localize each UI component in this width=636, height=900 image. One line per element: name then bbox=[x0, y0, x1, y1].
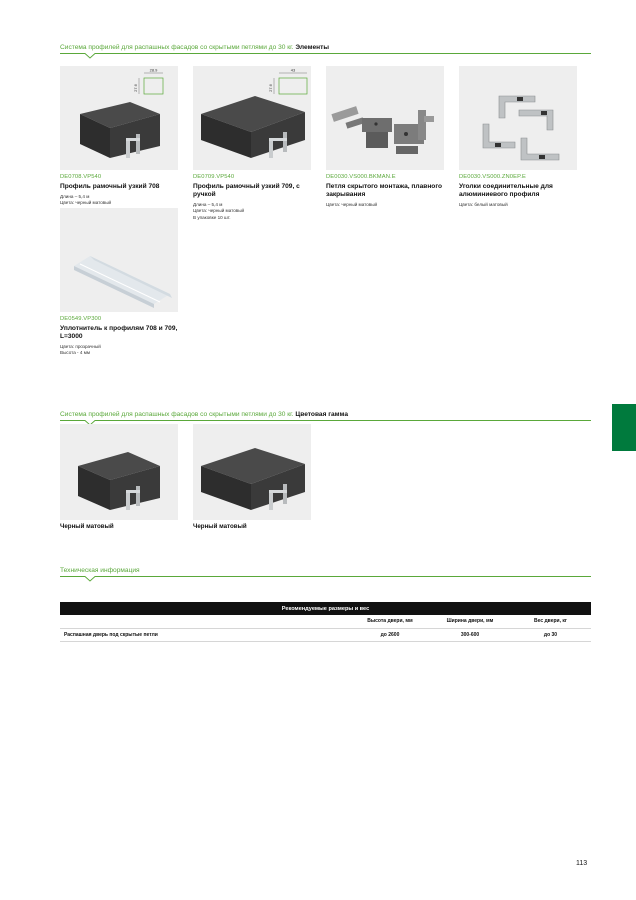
product-image bbox=[193, 66, 311, 170]
section-header-tech bbox=[60, 566, 591, 582]
product-image bbox=[459, 66, 577, 170]
section-underline bbox=[60, 575, 591, 583]
profile-709-black-image bbox=[193, 424, 311, 520]
table-header-row bbox=[60, 615, 591, 628]
dim-width-label: 43 bbox=[290, 67, 296, 73]
profile-709-image bbox=[193, 66, 311, 170]
product-card bbox=[459, 66, 583, 208]
table-header: Вес двери, кг bbox=[510, 615, 591, 628]
row-weight: до 30 bbox=[510, 628, 591, 641]
color-name: Черный матовый bbox=[193, 523, 247, 530]
product-specs bbox=[193, 202, 317, 221]
spec-line: Цвета: черный матовый bbox=[326, 202, 378, 207]
table-header: Высота двери, мм bbox=[350, 615, 430, 628]
color-name: Черный матовый bbox=[60, 523, 114, 530]
dim-height-label: 27.6 bbox=[268, 84, 273, 92]
table-caption-row bbox=[60, 602, 591, 615]
product-code: DE0030.VS000.BKMAN.E bbox=[326, 174, 396, 180]
product-code: DE0030.VS000.ZN0EP.E bbox=[459, 174, 526, 180]
product-image bbox=[326, 66, 444, 170]
dim-width-label: 28.9 bbox=[149, 67, 158, 73]
hinge-image bbox=[326, 66, 444, 170]
product-name: Профиль рамочный узкий 709, с ручкой bbox=[193, 183, 300, 198]
spec-line: Длина – 5,4 м bbox=[60, 194, 90, 199]
product-specs bbox=[60, 344, 184, 357]
section-title: Техническая информация bbox=[60, 567, 140, 574]
table-header bbox=[60, 615, 350, 628]
color-swatch-image bbox=[193, 424, 311, 520]
color-swatch-image bbox=[60, 424, 178, 520]
product-name: Уплотнитель к профилям 708 и 709, L=3000 bbox=[60, 325, 178, 340]
table-caption: Рекомендуемые размеры и вес bbox=[60, 602, 591, 615]
table-header: Ширина двери, мм bbox=[430, 615, 510, 628]
product-name: Профиль рамочный узкий 708 bbox=[60, 183, 160, 190]
section-title: Система профилей для распашных фасадов со скрытыми петлями до 30 кг. Цветовая гамма bbox=[60, 411, 349, 418]
profile-708-image bbox=[60, 66, 178, 170]
color-swatch-card bbox=[193, 424, 311, 530]
chapter-tab bbox=[612, 404, 636, 451]
color-swatch-card bbox=[60, 424, 178, 530]
corner-connectors-image bbox=[459, 66, 577, 170]
profile-708-black-image bbox=[60, 424, 178, 520]
section-title: Система профилей для распашных фасадов со скрытыми петлями до 30 кг. Элементы bbox=[60, 44, 330, 51]
row-width: 300-600 bbox=[430, 628, 510, 641]
dim-height-label: 27.6 bbox=[133, 84, 138, 92]
product-image bbox=[60, 208, 178, 312]
spec-line: Цвета: белый матовый bbox=[459, 202, 508, 207]
spec-line: В упаковке 10 шт. bbox=[193, 214, 231, 220]
product-name: Петля скрытого монтажа, плавного закрывания bbox=[326, 183, 443, 198]
section-underline bbox=[60, 52, 591, 60]
product-specs bbox=[326, 202, 450, 208]
spec-line: Цвета: прозрачный bbox=[60, 344, 101, 349]
product-name: Уголки соединительные для алюминиевого профиля bbox=[459, 183, 553, 198]
product-code: DE0549.VP300 bbox=[60, 316, 102, 322]
product-card bbox=[326, 66, 450, 208]
product-code: DE0709.VP540 bbox=[193, 174, 235, 180]
spec-line: Высота - 4 мм bbox=[60, 350, 91, 356]
product-card bbox=[60, 66, 184, 213]
product-image bbox=[60, 66, 178, 170]
spec-line: Цвета: черный матовый bbox=[193, 208, 245, 214]
spec-line: Цвета: черный матовый bbox=[60, 200, 112, 206]
page-number: 113 bbox=[576, 860, 588, 867]
table-row bbox=[60, 628, 591, 641]
product-code: DE0708.VP540 bbox=[60, 174, 102, 180]
product-specs bbox=[459, 202, 583, 208]
row-height: до 2600 bbox=[350, 628, 430, 641]
product-card bbox=[60, 208, 184, 357]
recommended-sizes-table bbox=[60, 602, 591, 642]
spec-line: Длина – 5,4 м bbox=[193, 202, 223, 207]
section-header-elements bbox=[60, 43, 591, 59]
product-card bbox=[193, 66, 317, 221]
row-label: Распашная дверь под скрытые петли bbox=[60, 628, 350, 641]
seal-strip-image bbox=[60, 208, 178, 312]
